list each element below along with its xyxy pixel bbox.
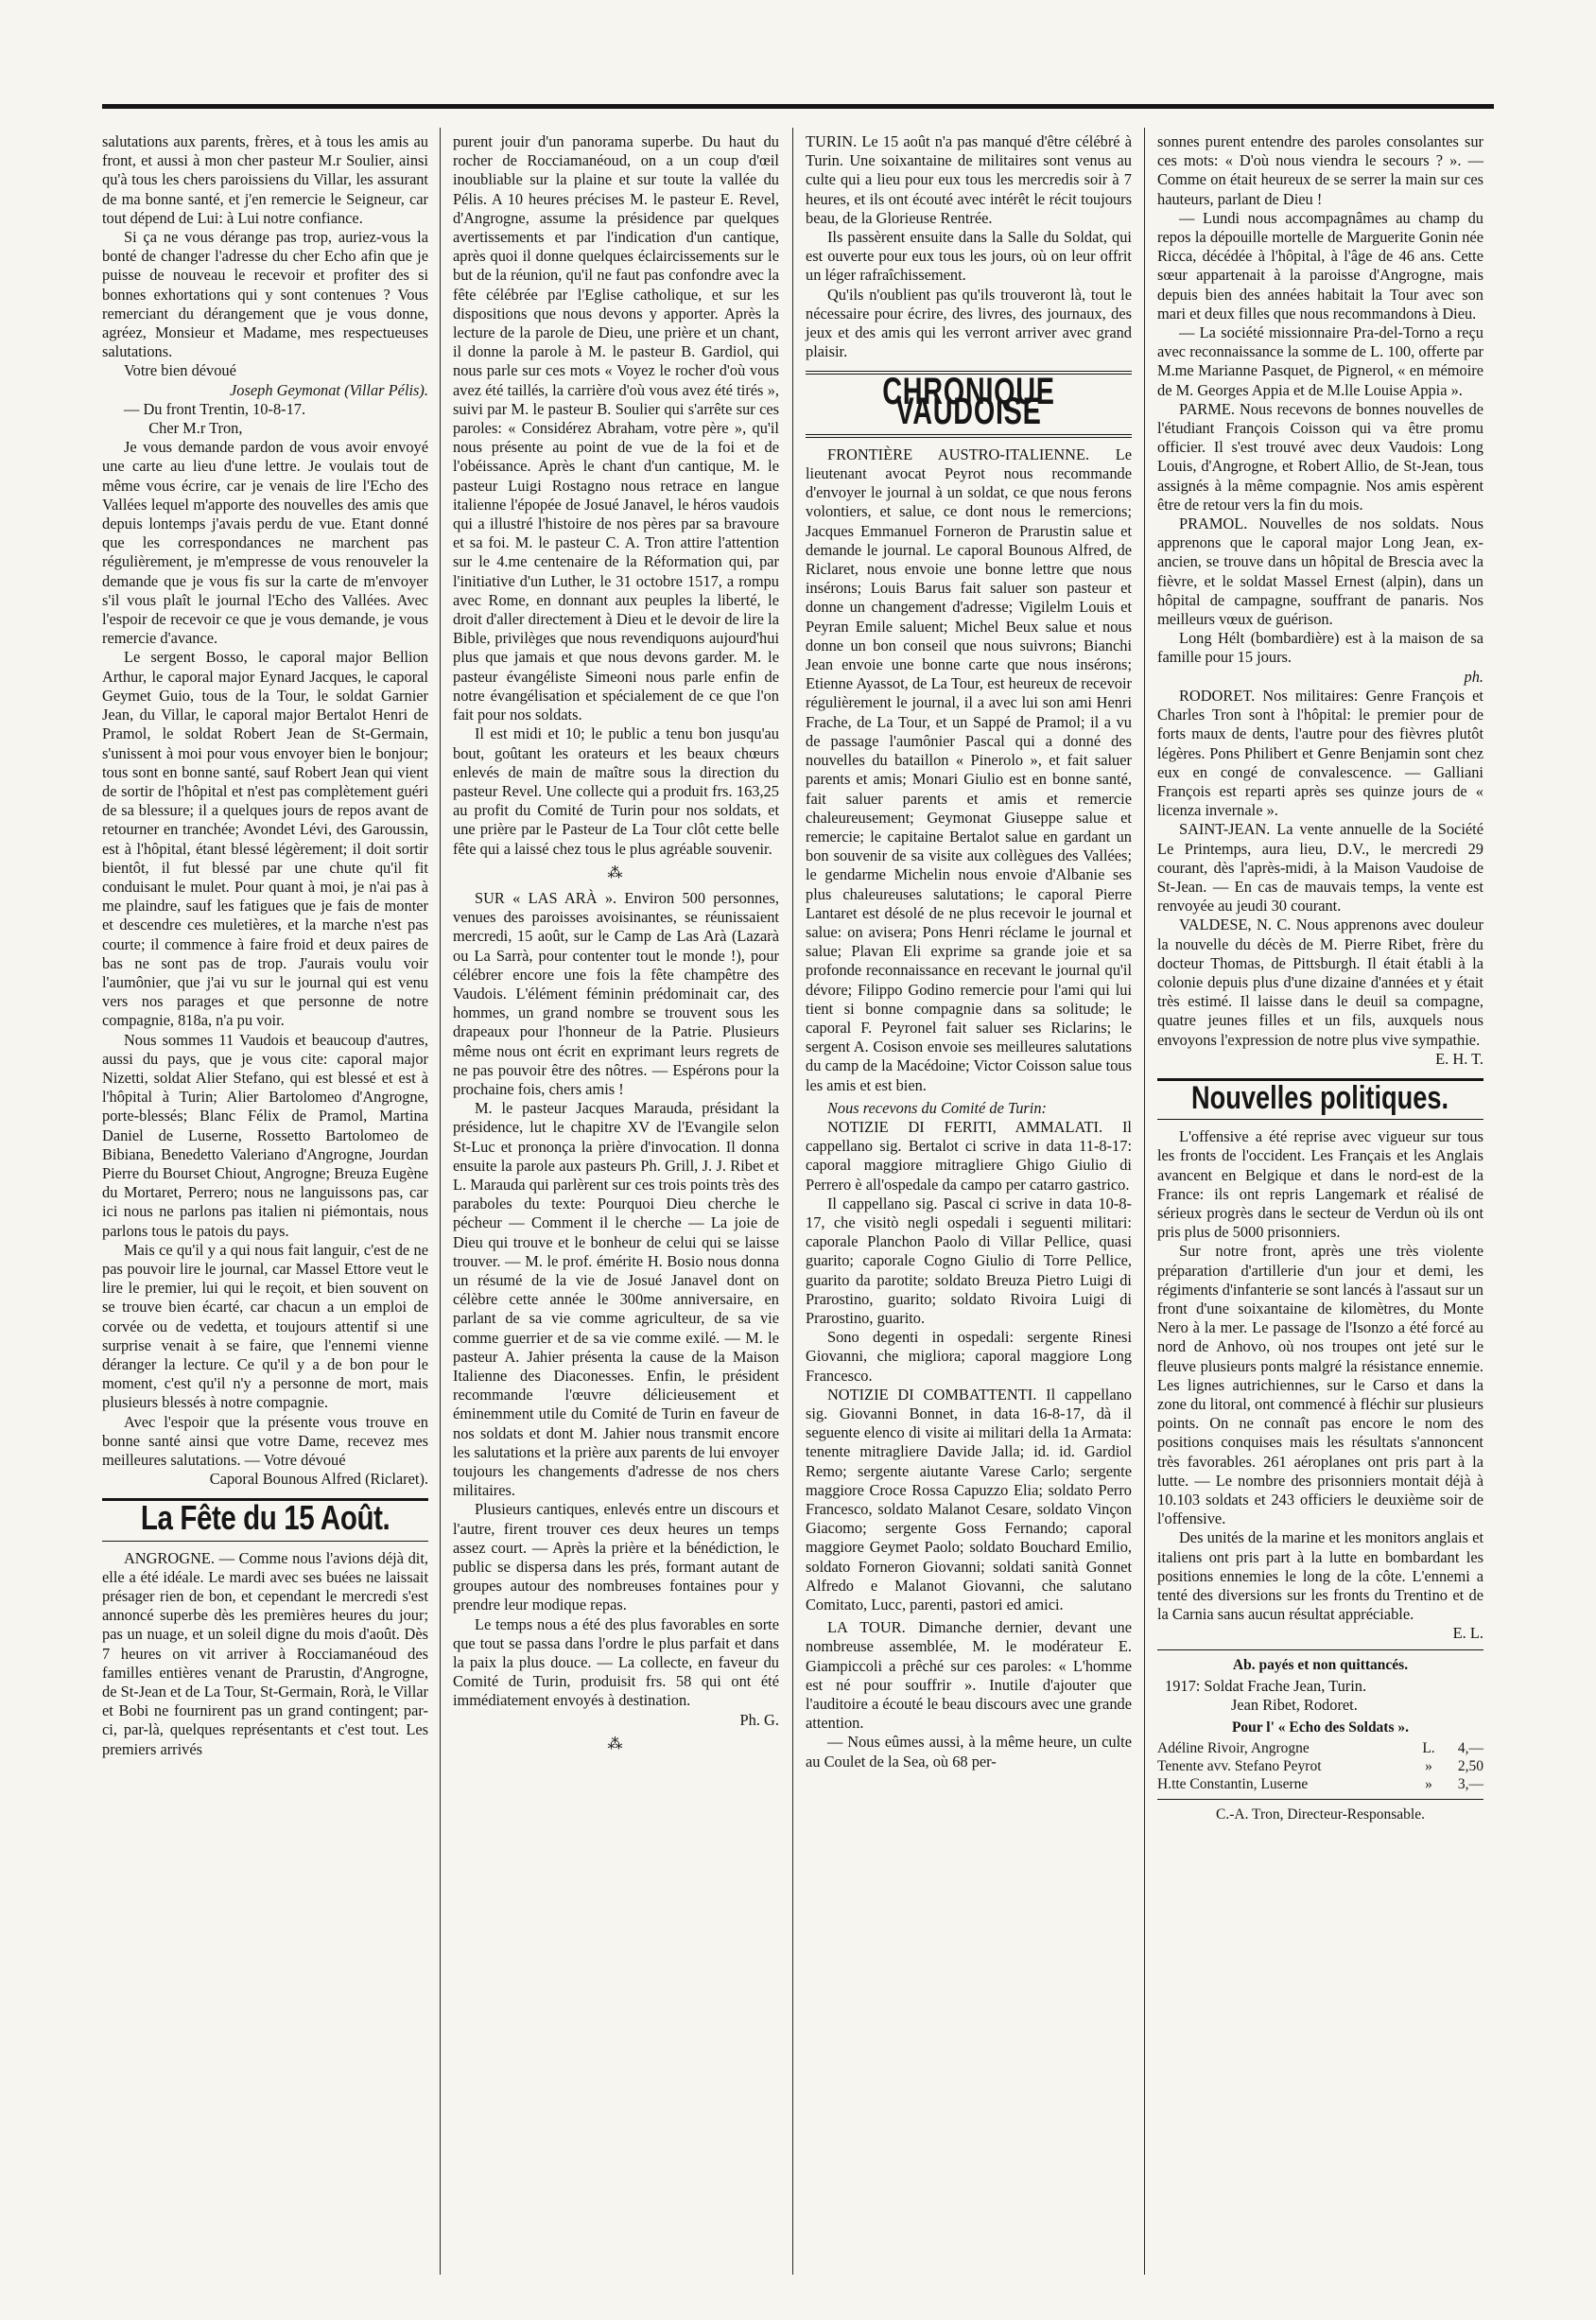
signature: Caporal Bounous Alfred (Riclaret).: [209, 1470, 428, 1489]
ledger-line: 1917: Soldat Frache Jean, Turin.: [1165, 1676, 1367, 1695]
paragraph: Sur notre front, après une très violente préparation d'artillerie d'un jour et demi, les régiments d'infanterie se sont lancés à l'assaut sur un front d'une soixantaine de kilomètres, du Monte Nero à la mer. Le passage de l'Isonzo a été forcé au nord de Anhovo, où nos troupes ont jeté sur le fleuve plusieurs ponts malgré la résistance ennemie. Les lignes autrichiennes, sur le Carso et dans la zone du litoral, ont commencé à fléchir sur plusieurs points. On ne connaît pas encore le nom des positions conquises mais les résultats s'annoncent très favorables. 261 aéroplanes ont pris part à la lutte. — Le nombre des prisonniers montait déjà à 10.103 soldats et 243 officiers le deuxième soir de l'offensive.: [1157, 1242, 1483, 1528]
paragraph: SUR « LAS ARÀ ». Environ 500 personnes, venues des paroisses avoisinantes, se réunissaient mercredi, 15 août, sur le Camp de Las Arà (Lazarà ou La Sarrà, pour contenter tout le monde !), pour célébrer encore une fois la fête champêtre des Vaudois. L'élément féminin prédominait car, des hommes, un grand nombre se trouvent sous les drapeaux pour l'honneur de la Patrie. Plusieurs même nous ont écrit en exprimant leurs regrets de ne pas pouvoir être des nôtres. — Espérons pour la prochaine fois, chers amis !: [453, 888, 779, 1098]
paragraph: Le sergent Bosso, le caporal major Bellion Arthur, le caporal major Eynard Jacques, le caporal Geymet Guio, tous de la Tour, le soldat Garnier Jean, du Villar, le caporal major Bertalot Henri de Pramol, le soldat Robert Jean de St-Germain, s'unissent à moi pour vous envoyer bien le bonjour; tous sont en bonne santé, sauf Robert Jean qui vient de sortir de l'hôpital et n'est pas complètement guéri de sa blessure; il a quelques jours de repos avant de retourner en tranchée; Avondet Lévi, des Garoussin, est à l'hôpital, étant blessé légèrement; il doit sortir bientôt, il fut blessé par une chute qu'il fit conduisant le mulet. Pour quant à moi, je n'ai pas à me plaindre, sauf les fatigues que je fais de monter et descendre ces muletières, et la marche n'est pas courte; il commence à faire froid et deux paires de bas ne sont pas de trop. J'aurais voulu voir l'aumônier, que j'ai vu sur le journal qui est venu vers nos parages et que personne de notre compagnie, 818a, n'a pu voir.: [102, 648, 428, 1030]
paragraph: TURIN. Le 15 août n'a pas manqué d'être célébré à Turin. Une soixantaine de militaires sont venus au culte qui a lieu pour eux tous les mercredis soir à 7 heures, et ils ont écouté avec intérêt le récit toujours beau, de la Glorieuse Rentrée.: [806, 132, 1132, 227]
column-2: [453, 132, 779, 1760]
column-divider: [792, 128, 793, 2275]
paragraph: Cher M.r Tron,: [148, 419, 243, 438]
director-line: C.-A. Tron, Directeur-Responsable.: [1216, 1806, 1425, 1823]
paragraph: Long Hélt (bombardière) est à la maison de sa famille pour 15 jours.: [1157, 629, 1483, 667]
paragraph: VALDESE, N. C. Nous apprenons avec douleur la nouvelle du décès de M. Pierre Ribet, frère du docteur Thomas, de Pittsburgh. Il était établi à la colonie depuis plus d'une dizaine d'années et y était très estimé. Il laisse dans le deuil sa compagne, quatre jeunes filles et un fils, auxquels nous envoyons l'expression de notre plus vive sympathie.: [1157, 916, 1483, 1049]
section-heading-box: [806, 371, 1132, 437]
donor-name: H.tte Constantin, Luserne: [1157, 1776, 1309, 1793]
donation-unit: L.: [1422, 1740, 1435, 1757]
paragraph: salutations aux parents, frères, et à tous les amis au front, et aussi à mon cher pasteur M.r Soulier, ainsi qu'à tous les chers paroissiens du Villar, les assurant de ma bonne santé, et j'en remercie le Seigneur, car tout dépend de Lui: à Lui notre confiance.: [102, 132, 428, 227]
paragraph: Je vous demande pardon de vous avoir envoyé une carte au lieu d'une lettre. Je voulais tout de même vous écrire, car je venais de lire l'Echo des Vallées lequel m'apporte des nouvelles des amis que depuis lontemps j'avais perdu de vue. Etant donné que les correspondances ne marchent pas régulièrement, je m'empresse de vous renouveler la demande que je vous fis sur la carte de m'envoyer s'il vous plaît le journal l'Echo des Vallées. Avec l'espoir de recevoir ce que je vous demande, je vous remercie d'avance.: [102, 438, 428, 648]
paragraph: sonnes purent entendre des paroles consolantes sur ces mots: « D'où nous viendra le secours ? ». — Comme on était heureux de se serrer la main sur ces hauteurs, parlant de Dieu !: [1157, 132, 1483, 208]
donor-name: Adéline Rivoir, Angrogne: [1157, 1740, 1310, 1757]
signature: E. L.: [1452, 1624, 1483, 1643]
paragraph: Si ça ne vous dérange pas trop, auriez-vous la bonté de changer l'adresse du cher Echo afin que je puisse de nouveau le recevoir et profiter des si bonnes exhortations qui y sont contenues ? Vous remerciant du dérangement que je vous donne, agréez, Monsieur et Madame, mes respectueuses salutations.: [102, 228, 428, 361]
paragraph: RODORET. Nos militaires: Genre François et Charles Tron sont à l'hôpital: le premier pour de forts maux de dents, l'autre pour des fièvres plutôt légères. Pons Philibert et Genre Benjamin sont chez eux en congé de convalescence. — Galliani François est reparti après ses quinze jours de « licenza invernale ».: [1157, 686, 1483, 820]
donation-row: [1157, 1757, 1483, 1775]
paragraph: NOTIZIE DI FERITI, AMMALATI. Il cappellano sig. Bertalot ci scrive in data 11-8-17: caporal maggiore mitragliere Ghigo Giulio di Perrero è all'ospedale da campo per catarro gastrico.: [806, 1117, 1132, 1194]
column-3: [806, 132, 1132, 1771]
ledger-line: Jean Ribet, Rodoret.: [1231, 1696, 1358, 1715]
paragraph: Le temps nous a été des plus favorables en sorte que tout se passa dans l'ordre le plus parfait et dans la paix la plus douce. — La collecte, en faveur du Comité de Turin, produisit frs. 58 qui ont été immédiatement envoyés à destination.: [453, 1614, 779, 1710]
paragraph: Ils passèrent ensuite dans la Salle du Soldat, qui est ouverte pour eux tous les jours, où on leur offrit un léger rafraîchissement.: [806, 228, 1132, 285]
signature: ph.: [1464, 667, 1483, 686]
paragraph: Il cappellano sig. Pascal ci scrive in data 10-8-17, che visitò negli ospedali i seguenti militari: caporale Planchon Paolo di Villar Pellice, quasi guarito; caporale Cogno Giulio di Torre Pellice, guarito da parotite; soldato Breuza Pietro Luigi di Prarostino, guarito; soldato Rivoira Luigi di Prarostino, guarito.: [806, 1194, 1132, 1327]
paragraph: Plusieurs cantiques, enlevés entre un discours et l'autre, firent trouver ces deux heures un temps assez court. — Après la prière et la bénédiction, le public se dispersa dans les prés, formant autant de groupes autour des nombreuses fontaines pour y prendre leur modique repas.: [453, 1500, 779, 1614]
paragraph: — La société missionnaire Pra-del-Torno a reçu avec reconnaissance la somme de L. 100, offerte par M.me Marianne Pasquet, de Pignerol, « en mémoire de M. Georges Appia et de M.lle Louise Appia ».: [1157, 323, 1483, 399]
paragraph: Il est midi et 10; le public a tenu bon jusqu'au bout, goûtant les orateurs et les beaux chœurs enlevés de main de maître sous la direction du pasteur Revel. Une collecte qui a produit frs. 163,25 au profit du Comité de Turin pour nos soldats, et une prière par le Pasteur de La Tour clôt cette belle fête qui a laissé chez tous le plus agréable souvenir.: [453, 724, 779, 858]
paragraph: — Du front Trentin, 10-8-17.: [123, 399, 306, 418]
ledger-heading: Pour l' « Echo des Soldats ».: [1231, 1719, 1410, 1736]
top-rule: [102, 104, 1494, 109]
paragraph: ANGROGNE. — Comme nous l'avions déjà dit, elle a été idéale. Le mardi avec ses buées ne laissait présager rien de bon, et cependant le mercredi s'est annoncé superbe dès les premières heures du jour; pas un nuage, et un soleil digne du mois d'août. Dès 7 heures on vit arriver à Rocciamanéoud des familles entières venant de Prarustin, d'Angrogne, de St-Jean et de La Tour, St-Germain, Rorà, le Villar et Bobi ne fournirent pas un grand contingent; par-ci, par-là, quelques représentants et c'est tout. Les premiers arrivés: [102, 1548, 428, 1758]
donation-row: [1157, 1739, 1483, 1757]
section-heading: La Fête du 15 Août.: [140, 1498, 390, 1538]
signature: Ph. G.: [739, 1710, 779, 1729]
signature: E. H. T.: [1435, 1049, 1483, 1068]
paragraph: LA TOUR. Dimanche dernier, devant une nombreuse assemblée, M. le modérateur E. Giampiccoli a prêché sur ces paroles: « L'homme est né pour souffrir ». Inutile d'ajouter que l'auditoire a écouté le beau discours avec une grande attention.: [806, 1618, 1132, 1733]
donation-list: [1157, 1739, 1483, 1793]
paragraph: Des unités de la marine et les monitors anglais et italiens ont pris part à la lutte en bombardant les positions ennemies le long de la côte. L'ennemi a tenté des diversions sur les fronts du Trentino et de la Carnia sans aucun résultat appréciable.: [1157, 1528, 1483, 1624]
donation-amount: 3,—: [1457, 1776, 1483, 1793]
paragraph: M. le pasteur Jacques Marauda, présidant la présidence, lut le chapitre XV de l'Evangile selon St-Luc et prononça la prière d'invocation. Il donna ensuite la parole aux pasteurs Ph. Grill, J. J. Ribet et L. Marauda qui parlèrent sur ces trois points très des paraboles du texte: Pourquoi Dieu cherche le pécheur — Comment il le cherche — La joie de Dieu qui trouve et le bonheur de celui qui se laisse trouver. — M. le prof. émérite H. Bosio nous donna un résumé de la vie de Josué Janavel dont on célèbre cette année le 300me anniversaire, en parlant de sa vie comme agriculteur, de sa vie comme guerrier et de sa vie comme exilé. — M. le pasteur A. Jahier présenta la cause de la Maison Italienne des Diaconesses. Enfin, le président recommande l'œuvre délicieusement et éminemment utile du Comité de Turin en faveur de nos soldats et dont M. Jahier nous transmit encore les salutations et la prière aux parents de lui envoyer toujours les changements d'adresse de nos chers militaires.: [453, 1099, 779, 1500]
paragraph: Sono degenti in ospedali: sergente Rinesi Giovanni, che migliora; caporal maggiore Long Francesco.: [806, 1328, 1132, 1385]
paragraph: SAINT-JEAN. La vente annuelle de la Société Le Printemps, aura lieu, D.V., le mercredi 29 courant, dès l'après-midi, à la Maison Vaudoise de St-Jean. — En cas de mauvais temps, la vente est renvoyée au jeudi 30 courant.: [1157, 820, 1483, 916]
ledger-heading: Ab. payés et non quittancés.: [1232, 1656, 1409, 1673]
divider: [1157, 1649, 1483, 1650]
paragraph: PARME. Nous recevons de bonnes nouvelles de l'étudiant François Coisson qui va être promu officier. Il s'est trouvé avec deux Vaudois: Long Louis, d'Angrogne, et Robert Allio, de St-Jean, tous assignés à la même compagnie. Nos amis espèrent être de retour vers la fin du mois.: [1157, 399, 1483, 514]
donation-amount: 4,—: [1457, 1740, 1483, 1757]
divider: [1157, 1799, 1483, 1800]
section-heading-box: [102, 1498, 428, 1541]
paragraph: Votre bien dévoué: [123, 361, 236, 380]
donation-unit: »: [1425, 1776, 1432, 1793]
column-divider: [1144, 128, 1145, 2275]
paragraph: — Nous eûmes aussi, à la même heure, un culte au Coulet de la Sea, où 68 per-: [806, 1733, 1132, 1771]
paragraph: PRAMOL. Nouvelles de nos soldats. Nous apprenons que le caporal major Long Jean, ex-ancien, se trouve dans un hôpital de Brescia avec la fièvre, et le soldat Massel Ernest (alpin), dans un hôpital de campagne, souffrant de panaris. Nos meilleurs vœux de guérison.: [1157, 515, 1483, 629]
section-separator: ⁂: [607, 1736, 625, 1753]
paragraph: FRONTIÈRE AUSTRO-ITALIENNE. Le lieutenant avocat Peyrot nous recommande d'envoyer le journal à un soldat, ce que nous ferons volontiers, et salue, ce dont nous le remercions; Jacques Emmanuel Forneron de Prarustin salue et demande le journal. Le caporal Bounous Alfred, de Riclaret, nous envoie une bonne lettre que nous insérons; Louis Barus fait saluer son pasteur et donne un changement d'adresse; Vigilelm Louis et Peyran Emile saluent; Michel Beux salue et nous donne un bon conseil que nous suivrons; Bianchi Jean envoie une bonne carte que nous insérons; Etienne Ayassot, de La Tour, est heureux de recevoir régulièrement le journal, il a avec lui son ami Henri Frache, de La Tour, et un Sappé de Pramol; il a vu de passage l'aumônier Pascal qui a donné des nouvelles du bataillon « Pinerolo », et fait saluer parents et amis; Monari Giulio est en bonne santé, fait saluer parents et amis et remercie chaleureusement; Geymonat Giuseppe salue et remercie; le capitaine Bertalot salue en gardant un bon souvenir de sa visite aux collègues des Vallées; le gendarme Michelin nous envoie d'Albanie ses plus chaleureuses salutations; le caporal Pierre Lantaret est désolé de ne plus recevoir le journal et salue: on avisera; Pons Henri réclame le journal et salue; Plavan Eli exprime sa grande joie et sa profonde reconnaissance en recevant le journal qu'il dévore; Filippo Godino remercie pour l'ami qui lui tient si bonne compagnie dans sa solitude; le caporal F. Peyronel fait saluer ses Riclarins; le sergent A. Cosison envoie ses meilleures salutations du camp de la Macédoine; Victor Coisson salue tous les amis et est bien.: [806, 445, 1132, 1094]
signature: Joseph Geymonat (Villar Pélis).: [230, 380, 428, 399]
donation-amount: 2,50: [1457, 1758, 1483, 1775]
donation-unit: »: [1425, 1758, 1432, 1775]
column-1: [102, 132, 428, 1759]
section-heading-box: [1157, 1078, 1483, 1120]
paragraph: Nous sommes 11 Vaudois et beaucoup d'autres, aussi du pays, que je vous cite: caporal major Nizetti, soldat Alier Stefano, qui est blessé et est à l'hôpital à Turin; Alier Bartolomeo d'Angrogne, porte-blessés; Blanc Félix de Pramol, Martina Daniel de Luserne, Rossetto Bartolomeo de Bibiana, Benedetto Valeriano d'Angrogne, Jourdan Pierre du Bourset Chiout, Angrogne; Breuza Eugène du Mortaret, Perrero; nous ne languissons pas, car ici nous ne parlons pas italien ni piémontais, nous parlons tous le patois du pays.: [102, 1030, 428, 1240]
paragraph: Avec l'espoir que la présente vous trouve en bonne santé ainsi que votre Dame, recevez mes meilleures salutations. — Votre dévoué: [102, 1412, 428, 1470]
section-separator: ⁂: [607, 864, 625, 881]
column-divider: [440, 128, 441, 2275]
donation-row: [1157, 1775, 1483, 1793]
paragraph: NOTIZIE DI COMBATTENTI. Il cappellano sig. Giovanni Bonnet, in data 16-8-17, dà il seguente elenco di visite ai militari della 1a Armata: tenente mitragliere Davide Jalla; id. id. Gardiol Remo; sergente aiutante Varese Carlo; sergente maggiore Croce Rossa Capuzzo Elia; soldato Perro Francesco, soldato Malanot Cesare, soldato Vinçon Giacomo; sergente Goss Fernando; caporal maggiore Geymet Paolo; soldato Bouchard Emilio, soldato Forneron Giovanni; soldati sanità Gonnet Alfredo e Malanot Giovanni, che salutano Comitato, Lucc, parenti, pastori ed amici.: [806, 1385, 1132, 1614]
paragraph: Qu'ils n'oublient pas qu'ils trouveront là, tout le nécessaire pour écrire, des livres, des journaux, des jeux et des amis qui les verront arriver avec grand plaisir.: [806, 285, 1132, 361]
paragraph: Mais ce qu'il y a qui nous fait languir, c'est de ne pas pouvoir lire le journal, car Massel Ettore veut le lire le premier, lui qui le reçoit, et bien souvent on se trouve bien écarté, car chacun a un emploi de corvée ou de vedetta, et toujours attentif si une surprise venait à se faire, que l'ennemi vienne déranger la lecture. Ce qu'il y a de bon pour le moment, c'est qu'il n'y a personne de mort, mais plusieurs blessés à notre compagnie.: [102, 1240, 428, 1412]
donor-name: Tenente avv. Stefano Peyrot: [1157, 1758, 1322, 1775]
paragraph: L'offensive a été reprise avec vigueur sur tous les fronts de l'occident. Les Français et les Anglais avancent en Belgique et dans le nord-est de la France: ils ont repris Langemark et réalisé de sérieux progrès dans le secteur de Verdun où ils ont pris plus de 5000 prisonniers.: [1157, 1127, 1483, 1242]
paragraph: — Lundi nous accompagnâmes au champ du repos la dépouille mortelle de Marguerite Gonin née Ricca, décédée à l'hôpital, à l'âge de 46 ans. Cette sœur appartenait à la paroisse d'Angrogne, mais depuis bien des années habitait la Tour avec son mari et deux filles que nous recommandons à Dieu.: [1157, 208, 1483, 323]
paragraph: purent jouir d'un panorama superbe. Du haut du rocher de Rocciamanéoud, on a un coup d'œil inoubliable sur la plaine et sur toute la vallée du Pélis. A 10 heures précises M. le pasteur E. Revel, d'Angrogne, assume la présidence par quelques avertissements et par l'indication d'un cantique, après quoi il donne quelques éclaircissements sur le but de la réunion, qu'il ne faut pas confondre avec la fête célébrée par l'Eglise catholique, et sur les dispositions que nous devons y apporter. Après la lecture de la parole de Dieu, une prière et un chant, il donne la parole à M. le pasteur B. Gardiol, qui nous parle sur ces mots « Voyez le rocher d'où vous avez été taillés, la carrière d'où vous avez été tirés », suivi par M. le pasteur B. Soulier qui s'arrête sur ces paroles: « Considérez Abraham, votre père », qu'il nous présente au point de vue de la foi et de l'obéissance. Après le chant d'un cantique, M. le pasteur Luigi Rostagno nous retrace en langue italienne l'épopée de Josué Janavel, le héros vaudois qui a illustré l'histoire de nos pères par sa bravoure et sa foi. M. le pasteur C. A. Tron attire l'attention sur le 4.me centenaire de la Réformation qui, par l'initiative d'un Luther, le 31 octobre 1517, a rompu avec Rome, en donnant aux peuples la liberté, le droit d'aller directement à Dieu et le devoir de lire la Bible, privilèges que nous revendiquons aujourd'hui plus que jamais et que nous devons garder. M. le pasteur évangéliste Simeoni nous parle enfin de notre évangélisation et spécialement de ce que l'on fait pour nos soldats.: [453, 132, 779, 724]
paragraph: Nous recevons du Comité de Turin:: [826, 1098, 1047, 1117]
section-heading: Nouvelles politiques.: [1191, 1079, 1449, 1116]
section-heading: CHRONIQUE VAUDOISE: [882, 371, 1055, 432]
column-4: [1157, 132, 1483, 1825]
